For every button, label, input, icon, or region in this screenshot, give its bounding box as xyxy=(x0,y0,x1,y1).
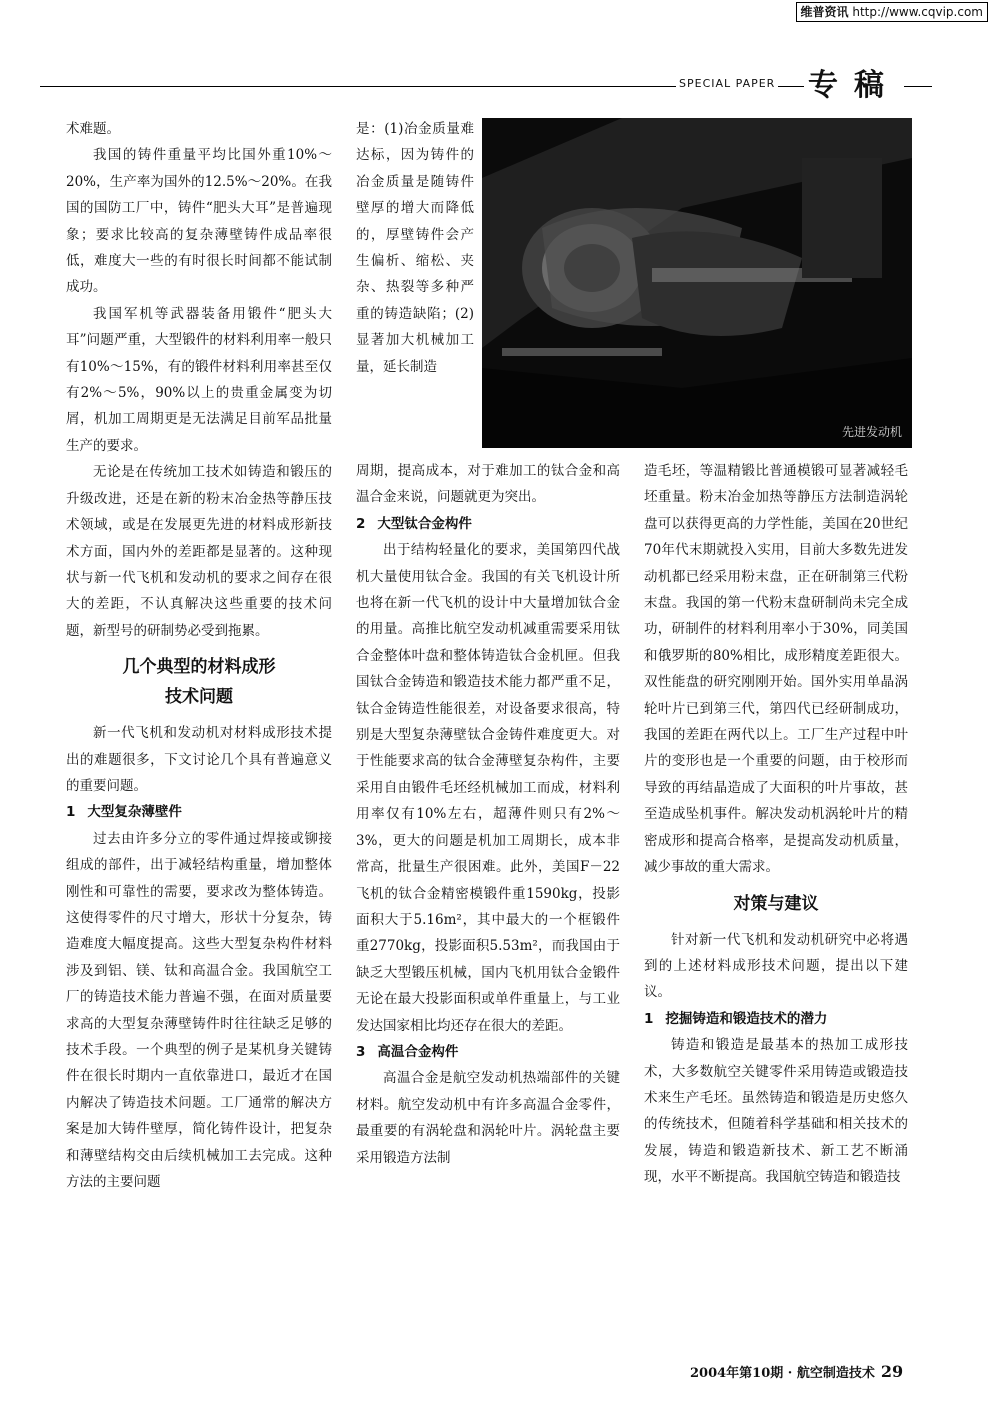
subsection-title: 大型复杂薄壁件 xyxy=(87,804,182,821)
section-heading-line-1: 几个典型的材料成形 xyxy=(122,657,276,678)
paragraph: 铸造和锻造是最基本的热加工成形技术，大多数航空关键零件采用铸造或锻造技术来生产毛坯。虽然铸造和锻造是历史悠久的传统技术，但随着科学基础和相关技术的发展，铸造和锻造新技术、新工艺不断涌现，水平不断提高。我国航空铸造和锻造技 xyxy=(644,1037,908,1186)
subsection-title: 大型钛合金构件 xyxy=(377,515,472,532)
subsection-heading xyxy=(644,1006,908,1032)
subsection-heading xyxy=(356,1039,620,1065)
column-2 xyxy=(356,458,620,1171)
paragraph: 新一代飞机和发动机对材料成形技术提出的难题很多，下文讨论几个具有普遍意义的重要问题。 xyxy=(66,725,332,794)
paragraph: 造毛坯，等温精锻比普通模锻可显著减轻毛坯重量。粉末冶金加热等静压方法制造涡轮盘可以获得更高的力学性能，美国在20世纪70年代末期就投入实用，目前大多数先进发动机都已经采用粉末盘，正在研制第三代粉末盘。我国的第一代粉末盘研制尚未完全成功，研制件的材料利用率小于30%，同美国和俄罗斯的80%相比，成形精度差距很大。双性能盘的研究刚刚开始。国外实用单晶涡轮叶片已到第三代，第四代已经研制成功，我国的差距在两代以上。工厂生产过程中叶片的变形也是一个重要的问题，由于校形而导致的再结晶造成了大面积的叶片事故，甚至造成坠机事件。解决发动机涡轮叶片的精密成形和提高合格率，是提高发动机质量，减少事故的重大需求。 xyxy=(644,463,908,876)
section-heading: 对策与建议 xyxy=(733,893,819,914)
subsection-number: 2 xyxy=(356,515,366,532)
page-footer xyxy=(690,1362,903,1381)
watermark-brand: 维普资讯 xyxy=(800,5,849,19)
paragraph: 周期，提高成本，对于难加工的钛合金和高温合金来说，问题就更为突出。 xyxy=(356,463,620,506)
paragraph: 无论是在传统加工技术如铸造和锻压的升级改进，还是在新的粉末冶金热等静压技术领域，或是在发展更先进的材料成形新技术方面，国内外的差距都是显著的。这种现状与新一代飞机和发动机的要求之间存在很大的差距，不认真解决这些重要的技术问题，新型号的研制势必受到拖累。 xyxy=(66,464,332,639)
paragraph: 高温合金是航空发动机热端部件的关键材料。航空发动机中有许多高温合金零件，最重要的有涡轮盘和涡轮叶片。涡轮盘主要采用锻造方法制 xyxy=(356,1070,620,1166)
issue-info: 2004年第10期 · 航空制造技术 xyxy=(690,1366,875,1381)
engine-photo xyxy=(482,118,912,448)
section-heading xyxy=(66,652,332,712)
subsection-heading xyxy=(356,511,620,537)
header-rule xyxy=(40,86,932,87)
engine-illustration xyxy=(482,118,912,448)
subsection-title: 挖掘铸造和锻造技术的潜力 xyxy=(665,1010,828,1027)
column-1 xyxy=(66,116,332,1195)
subsection-heading xyxy=(66,799,332,825)
paragraph: 是：(1)冶金质量难达标，因为铸件的冶金质量是随铸件壁厚的增大而降低的，厚壁铸件会产生偏析、缩松、夹杂、热裂等多种严重的铸造缺陷；(2)显著加大机械加工量，延长制造 xyxy=(356,121,474,375)
header-special-paper: SPECIAL PAPER xyxy=(676,77,778,90)
watermark-url: http://www.cqvip.com xyxy=(852,5,983,19)
subsection-title: 高温合金构件 xyxy=(377,1043,459,1060)
paragraph: 我国的铸件重量平均比国外重10%～20%，生产率为国外的12.5%～20%。在我国的国防工厂中，铸件“肥头大耳”是普遍现象；要求比较高的复杂薄壁铸件成品率很低，难度大一些的有时很长时间都不能试制成功。 xyxy=(66,147,332,296)
watermark-box xyxy=(796,2,988,22)
paragraph: 针对新一代飞机和发动机研究中必将遇到的上述材料成形技术问题，提出以下建议。 xyxy=(644,931,908,1001)
header-column-title: 专稿 xyxy=(804,60,904,104)
paragraph: 出于结构轻量化的要求，美国第四代战机大量使用钛合金。我国的有关飞机设计所也将在新一代飞机的设计中大量增加钛合金的用量。高推比航空发动机减重需要采用钛合金整体叶盘和整体铸造钛合金机匣。但我国钛合金铸造和锻造技术能力都严重不足，钛合金铸造性能很差，对设备要求很高，特别是大型复杂薄壁钛合金铸件难度更大。对于性能要求高的钛合金薄壁复杂构件，主要采用自由锻件毛坯经机械加工而成，材料利用率仅有10%左右，超薄件则只有2%～3%，更大的问题是机加工周期长，成本非常高，批量生产很困难。此外，美国F－22飞机的钛合金精密模锻件重1590kg，投影面积大于5.16m²，其中最大的一个框锻件重2770kg，投影面积5.53m²，而我国由于缺乏大型锻压机械，国内飞机用钛合金锻件无论在最大投影面积或单件重量上，与工业发达国家相比均还存在很大的差距。 xyxy=(356,542,620,1034)
subsection-number: 1 xyxy=(66,804,76,821)
paragraph: 我国军机等武器装备用锻件“肥头大耳”问题严重，大型锻件的材料利用率一般只有10%～15%，有的锻件材料利用率甚至仅有2%～5%，90%以上的贵重金属变为切屑，机加工周期更是无法满足目前军品批量生产的要求。 xyxy=(66,305,332,454)
section-heading-line-2: 技术问题 xyxy=(165,687,233,708)
paragraph: 术难题。 xyxy=(66,121,120,137)
paragraph: 过去由许多分立的零件通过焊接或铆接组成的部件，出于减轻结构重量，增加整体刚性和可靠性的需要，要求改为整体铸造。这使得零件的尺寸增大，形状十分复杂，铸造难度大幅度提高。这些大型复杂构件材料涉及到铝、镁、钛和高温合金。我国航空工厂的铸造技术能力普遍不强，在面对质量要求高的大型复杂薄壁铸件时往往缺乏足够的技术手段。一个典型的例子是某机身关键铸件在很长时期内一直依靠进口，最近才在国内解决了铸造技术问题。工厂通常的解决方案是加大铸件壁厚，简化铸件设计，把复杂和薄壁结构交由后续机械加工去完成。这种方法的主要问题 xyxy=(66,830,332,1191)
photo-caption: 先进发动机 xyxy=(841,425,902,439)
page-header xyxy=(0,52,992,102)
column-2-top xyxy=(356,116,474,380)
page-number: 29 xyxy=(880,1362,904,1381)
subsection-number: 3 xyxy=(356,1043,366,1060)
subsection-number: 1 xyxy=(644,1010,654,1027)
column-3 xyxy=(644,458,908,1191)
